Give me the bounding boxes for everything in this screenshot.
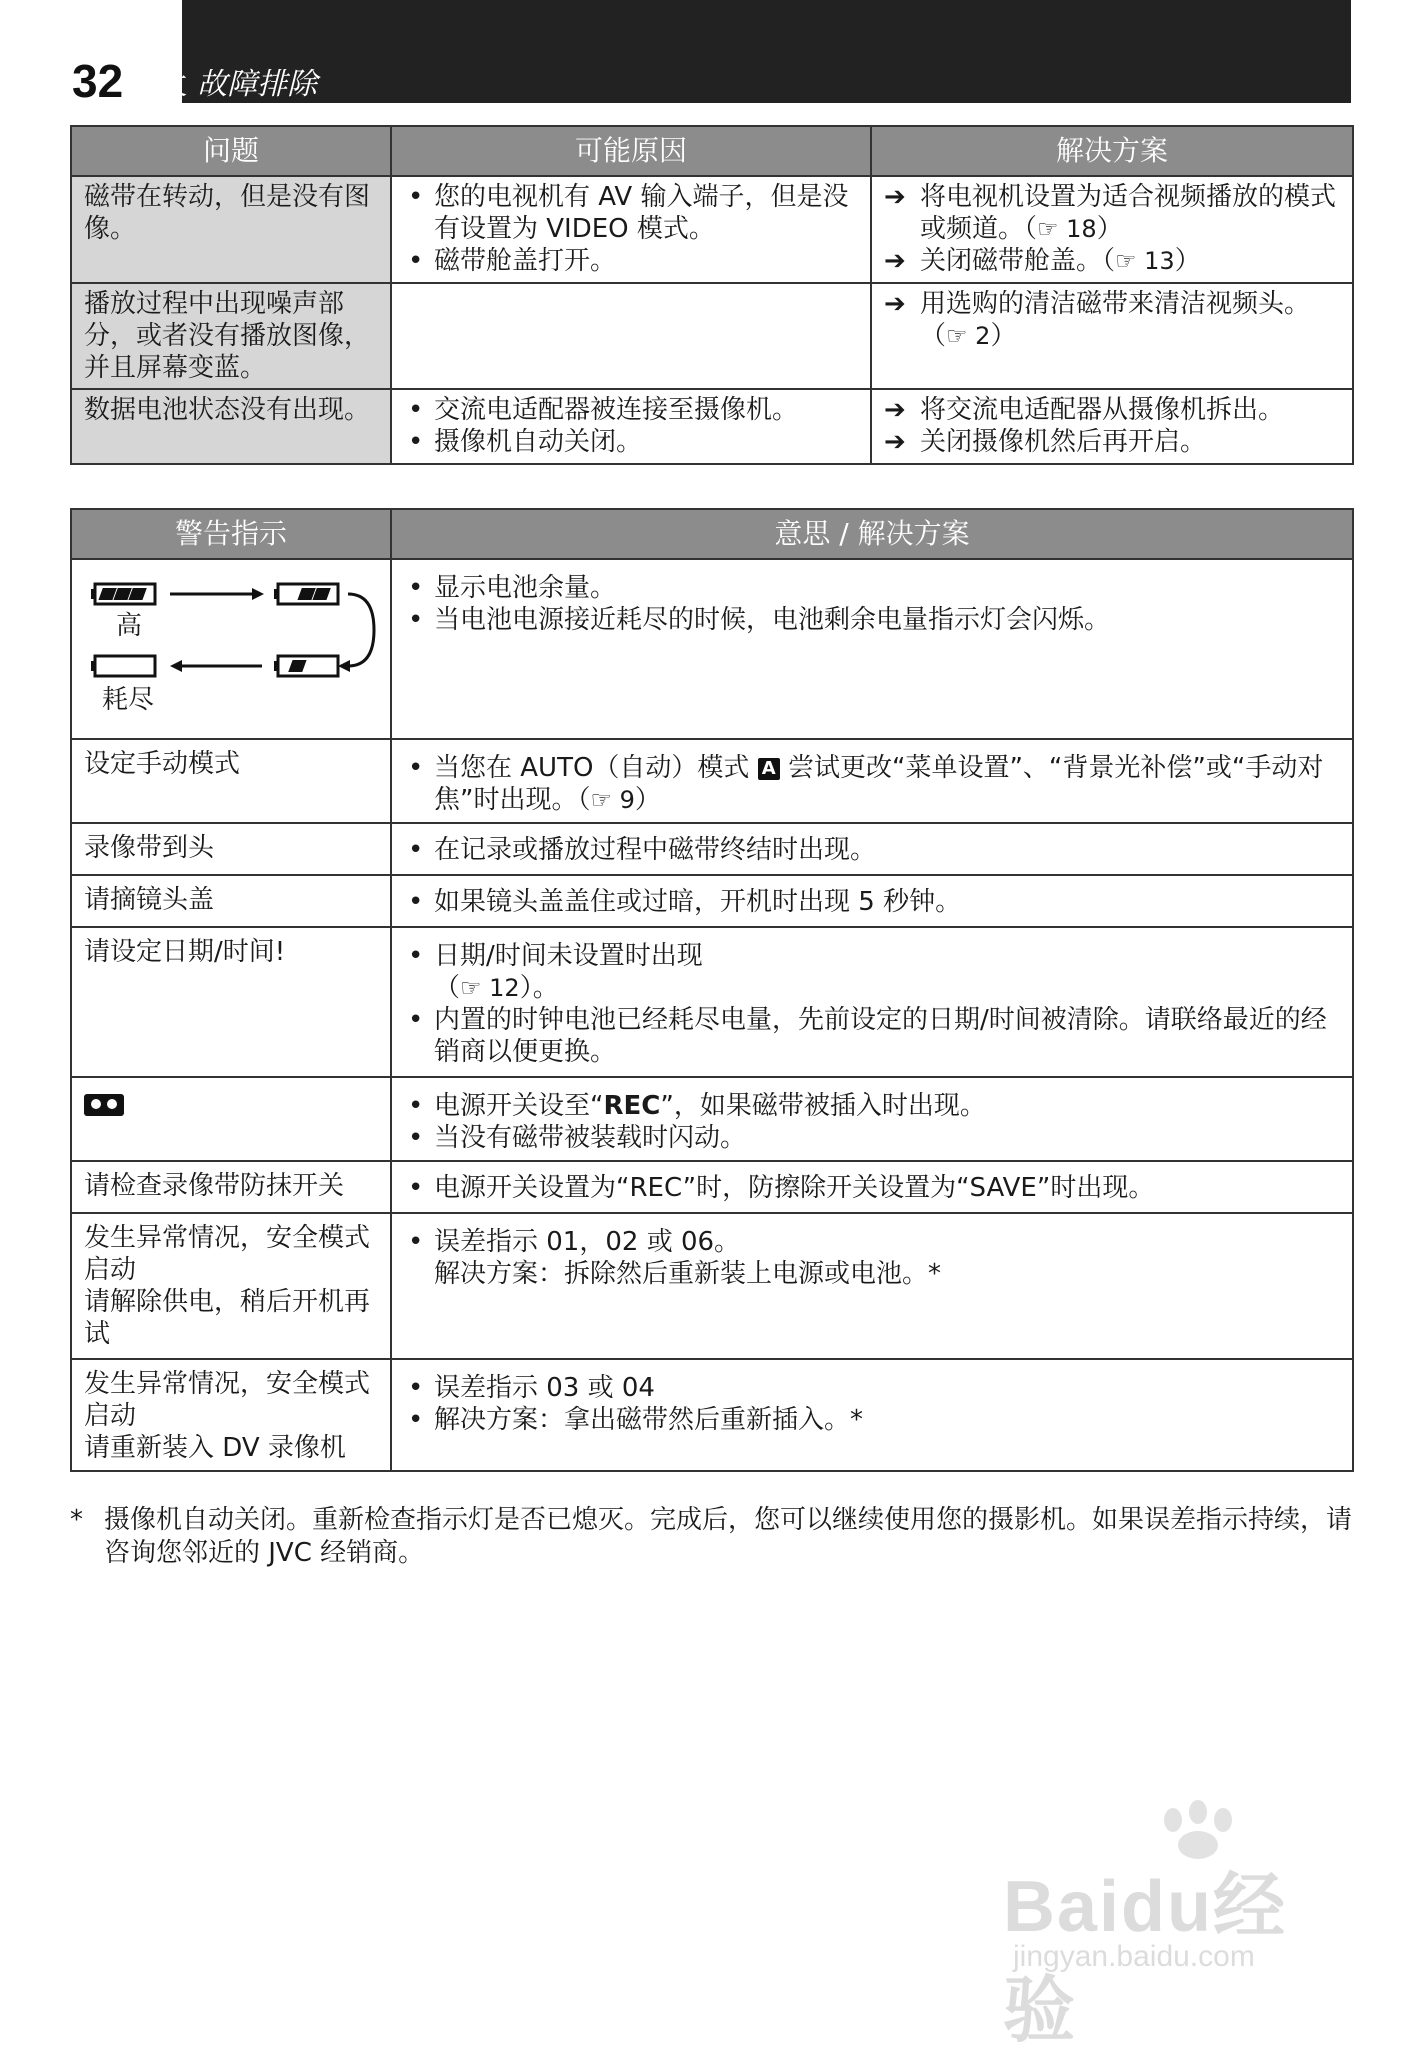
battery-empty-label: 耗尽 bbox=[102, 685, 155, 715]
footnote bbox=[70, 1504, 1352, 1570]
arrow-right-icon: ➔ bbox=[884, 289, 906, 319]
battery-one-third-icon bbox=[274, 656, 338, 676]
list-item: • 当电池电源接近耗尽的时候，电池剩余电量指示灯会闪烁。 bbox=[404, 604, 1342, 636]
meaning-cell bbox=[391, 823, 1353, 875]
meaning-cell bbox=[391, 559, 1353, 739]
list-item: ➔ 将交流电适配器从摄像机拆出。 bbox=[884, 395, 1285, 425]
list-item: • 解决方案：拿出磁带然后重新插入。* bbox=[404, 1404, 1342, 1436]
battery-indicator-cell bbox=[71, 559, 391, 739]
footnote-star: * bbox=[70, 1505, 83, 1535]
cause-cell bbox=[391, 283, 871, 389]
list-item: • 误差指示 03 或 04 bbox=[404, 1372, 1342, 1404]
header-title bbox=[72, 55, 318, 107]
troubleshooting-table bbox=[70, 125, 1354, 465]
list-item: • 日期/时间未设置时出现 （☞ 12）。 bbox=[404, 940, 1342, 1004]
footnote-text: 摄像机自动关闭。重新检查指示灯是否已熄灭。完成后，您可以继续使用您的摄影机。如果误差指示持续，请咨询您邻近的 JVC 经销商。 bbox=[104, 1505, 1353, 1568]
solution-cell bbox=[871, 176, 1353, 283]
indicator-cell: 请设定日期/时间! bbox=[71, 927, 391, 1077]
col-header-cause: 可能原因 bbox=[391, 126, 871, 176]
list-item: • 当您在 AUTO（自动）模式 A 尝试更改“菜单设置”、“背景光补偿”或“手动对焦”时出现。（☞ 9） bbox=[404, 752, 1342, 816]
language-label: 中文 bbox=[133, 70, 188, 101]
arrow-right-icon: ➔ bbox=[884, 427, 906, 457]
list-item: • 您的电视机有 AV 输入端子，但是没有设置为 VIDEO 模式。 bbox=[404, 181, 860, 245]
arrow-right-icon: ➔ bbox=[884, 246, 906, 276]
table-row bbox=[71, 739, 1353, 823]
arrow-right-line-icon bbox=[170, 588, 264, 600]
col-header-solution: 解决方案 bbox=[871, 126, 1353, 176]
arrow-right-icon: ➔ bbox=[884, 395, 906, 425]
arrow-left-line-icon bbox=[170, 660, 262, 672]
list-item: • 在记录或播放过程中磁带终结时出现。 bbox=[404, 834, 1342, 866]
list-item: ➔ 关闭摄像机然后再开启。 bbox=[884, 427, 1207, 457]
problem-cell: 数据电池状态没有出现。 bbox=[71, 389, 391, 464]
list-item: • 内置的时钟电池已经耗尽电量，先前设定的日期/时间被清除。请联络最近的经销商以便更换。 bbox=[404, 1004, 1342, 1068]
indicator-cell: 发生异常情况，安全模式启动 请解除供电，稍后开机再试 bbox=[71, 1213, 391, 1359]
list-item: ➔ 用选购的清洁磁带来清洁视频头。（☞ 2） bbox=[884, 289, 1311, 351]
list-item: • 电源开关设至“REC”，如果磁带被插入时出现。 bbox=[404, 1090, 1342, 1122]
watermark-main: Baidu经验 bbox=[1003, 1867, 1288, 2051]
list-item: • 当没有磁带被装载时闪动。 bbox=[404, 1122, 1342, 1154]
battery-full-icon bbox=[91, 584, 155, 604]
arrow-right-icon: ➔ bbox=[884, 182, 906, 212]
col-header-indicator: 警告指示 bbox=[71, 509, 391, 559]
meaning-cell bbox=[391, 875, 1353, 927]
col-header-meaning: 意思 / 解决方案 bbox=[391, 509, 1353, 559]
meaning-cell bbox=[391, 1359, 1353, 1471]
indicator-cell: 请检查录像带防抹开关 bbox=[71, 1161, 391, 1213]
meaning-cell bbox=[391, 1213, 1353, 1359]
table-row bbox=[71, 1077, 1353, 1161]
table-row bbox=[71, 875, 1353, 927]
list-item: • 摄像机自动关闭。 bbox=[404, 426, 860, 458]
list-item: • 误差指示 01，02 或 06。 解决方案：拆除然后重新装上电源或电池。* bbox=[404, 1226, 1342, 1290]
list-item: • 交流电适配器被连接至摄像机。 bbox=[404, 394, 860, 426]
meaning-cell bbox=[391, 739, 1353, 823]
list-item: • 如果镜头盖盖住或过暗，开机时出现 5 秒钟。 bbox=[404, 886, 1342, 918]
table-row bbox=[71, 927, 1353, 1077]
table-row bbox=[71, 283, 1353, 389]
cause-cell bbox=[391, 389, 871, 464]
table-row bbox=[71, 1213, 1353, 1359]
auto-mode-icon: A bbox=[758, 758, 780, 780]
battery-empty-icon bbox=[91, 656, 155, 676]
col-header-problem: 问题 bbox=[71, 126, 391, 176]
indicator-cell bbox=[71, 1077, 391, 1161]
battery-two-thirds-icon bbox=[274, 584, 338, 604]
table-row bbox=[71, 176, 1353, 283]
problem-cell: 播放过程中出现噪声部分，或者没有播放图像，并且屏幕变蓝。 bbox=[71, 283, 391, 389]
solution-cell bbox=[871, 389, 1353, 464]
indicator-cell: 录像带到头 bbox=[71, 823, 391, 875]
table-row bbox=[71, 559, 1353, 739]
list-item: ➔ 关闭磁带舱盖。（☞ 13） bbox=[884, 246, 1201, 276]
section-title: 故障排除 bbox=[197, 67, 318, 102]
problem-cell: 磁带在转动，但是没有图像。 bbox=[71, 176, 391, 283]
table-row bbox=[71, 823, 1353, 875]
page-number: 32 bbox=[72, 55, 124, 107]
solution-cell bbox=[871, 283, 1353, 389]
table-row bbox=[71, 1161, 1353, 1213]
list-item: • 显示电池余量。 bbox=[404, 572, 1342, 604]
indicator-cell: 发生异常情况，安全模式启动 请重新装入 DV 录像机 bbox=[71, 1359, 391, 1471]
meaning-cell bbox=[391, 1161, 1353, 1213]
battery-high-label: 高 bbox=[116, 611, 143, 641]
meaning-cell bbox=[391, 927, 1353, 1077]
meaning-cell bbox=[391, 1077, 1353, 1161]
cassette-icon bbox=[84, 1094, 124, 1116]
baidu-watermark bbox=[993, 1820, 1333, 2051]
list-item: • 电源开关设置为“REC”时，防擦除开关设置为“SAVE”时出现。 bbox=[404, 1172, 1342, 1204]
list-item: • 磁带舱盖打开。 bbox=[404, 245, 860, 277]
indicator-cell: 设定手动模式 bbox=[71, 739, 391, 823]
list-item: ➔ 将电视机设置为适合视频播放的模式或频道。（☞ 18） bbox=[884, 182, 1337, 244]
cause-cell bbox=[391, 176, 871, 283]
table-row bbox=[71, 389, 1353, 464]
curved-arrow-icon bbox=[338, 594, 374, 672]
indicator-cell: 请摘镜头盖 bbox=[71, 875, 391, 927]
warning-table bbox=[70, 508, 1354, 1472]
watermark-sub: jingyan.baidu.com bbox=[1013, 1940, 1255, 1973]
table-row bbox=[71, 1359, 1353, 1471]
